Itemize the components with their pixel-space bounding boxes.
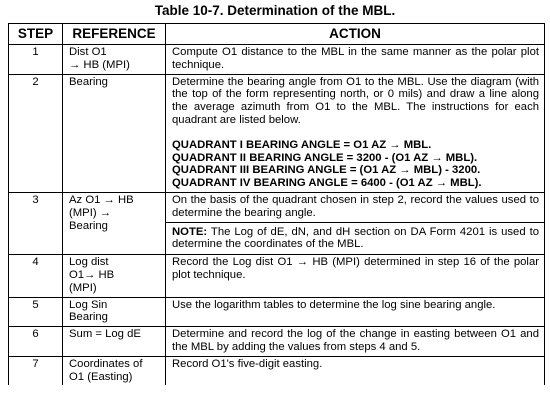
table-title: Table 10-7. Determination of the MBL.	[154, 3, 396, 18]
action-cell: Use the logarithm tables to determine the log sine bearing angle.	[166, 297, 545, 327]
table-row	[9, 74, 545, 192]
action-cell: On the basis of the quadrant chosen in step 2, record the values used to determine the bearing angle.	[166, 192, 545, 222]
step-number: 6	[9, 327, 63, 357]
action-cell: Compute O1 distance to the MBL in the same manner as the polar plot technique.	[166, 45, 545, 75]
step-number: 3	[9, 192, 63, 254]
step-number: 1	[9, 45, 63, 75]
reference-line: → HB (MPI)	[69, 58, 130, 71]
step-number: 5	[9, 297, 63, 327]
action-cell: Record the Log dist O1 → HB (MPI) determined in step 16 of the polar plot technique.	[166, 255, 545, 297]
reference-line: Log dist	[69, 256, 109, 269]
step-number: 4	[9, 255, 63, 297]
table-row	[9, 327, 545, 357]
mbl-table	[8, 23, 545, 385]
reference-line: Log Sin	[69, 298, 108, 311]
table-row	[9, 356, 545, 385]
reference-cell	[63, 45, 166, 75]
quadrant-rule: QUADRANT I BEARING ANGLE = O1 AZ → MBL.	[172, 138, 432, 151]
reference-cell	[63, 327, 166, 357]
reference-line: Az O1 → HB	[69, 193, 134, 206]
action-cell: Determine and record the log of the change in easting between O1 and the MBL by adding the values from steps 4 and 5.	[166, 327, 545, 357]
reference-line: (MPI) →	[69, 206, 112, 219]
header-action: ACTION	[166, 24, 545, 45]
table-row	[9, 45, 545, 75]
quadrant-rule: QUADRANT II BEARING ANGLE = 3200 - (O1 AZ → MBL).	[172, 151, 478, 164]
action-cell: Record O1's five-digit easting.	[166, 356, 545, 385]
quadrant-rule: QUADRANT IV BEARING ANGLE = 6400 - (O1 AZ → MBL).	[172, 177, 482, 190]
step-number: 2	[9, 74, 63, 192]
note-cell	[166, 222, 545, 255]
reference-line: Coordinates of	[69, 357, 143, 370]
note-text: The Log of dE, dN, and dH section on DA Form 4201 is used to determine the coordinates of the MBL.	[172, 225, 539, 251]
action-cell	[166, 74, 545, 192]
reference-line: O1→ HB	[69, 268, 115, 281]
table-row	[9, 192, 545, 222]
reference-line: (MPI)	[69, 281, 97, 294]
step-number: 7	[9, 356, 63, 385]
quadrant-rule: QUADRANT III BEARING ANGLE = (O1 AZ → MBL) - 3200.	[172, 164, 481, 177]
note-label: NOTE:	[172, 225, 208, 238]
reference-line: Bearing	[69, 75, 108, 88]
reference-cell	[63, 74, 166, 192]
header-reference: REFERENCE	[63, 24, 166, 45]
reference-cell	[63, 356, 166, 385]
header-step: STEP	[9, 24, 63, 45]
reference-line: Dist O1	[69, 46, 107, 58]
action-text: Determine the bearing angle from O1 to the MBL. Use the diagram (with the top of the form representing north, or 0 mils) and draw a line along the average azimuth from O1 to the MBL. The instructions for each quadrant are listed below.	[172, 75, 539, 126]
table-row	[9, 297, 545, 327]
reference-cell	[63, 297, 166, 327]
table-header-row	[9, 24, 545, 45]
reference-cell	[63, 192, 166, 254]
reference-cell	[63, 255, 166, 297]
reference-line: Sum = Log dE	[69, 328, 141, 341]
table-row	[9, 255, 545, 297]
reference-line: O1 (Easting)	[69, 370, 133, 383]
reference-line: Bearing	[69, 311, 108, 324]
reference-line: Bearing	[69, 219, 108, 232]
